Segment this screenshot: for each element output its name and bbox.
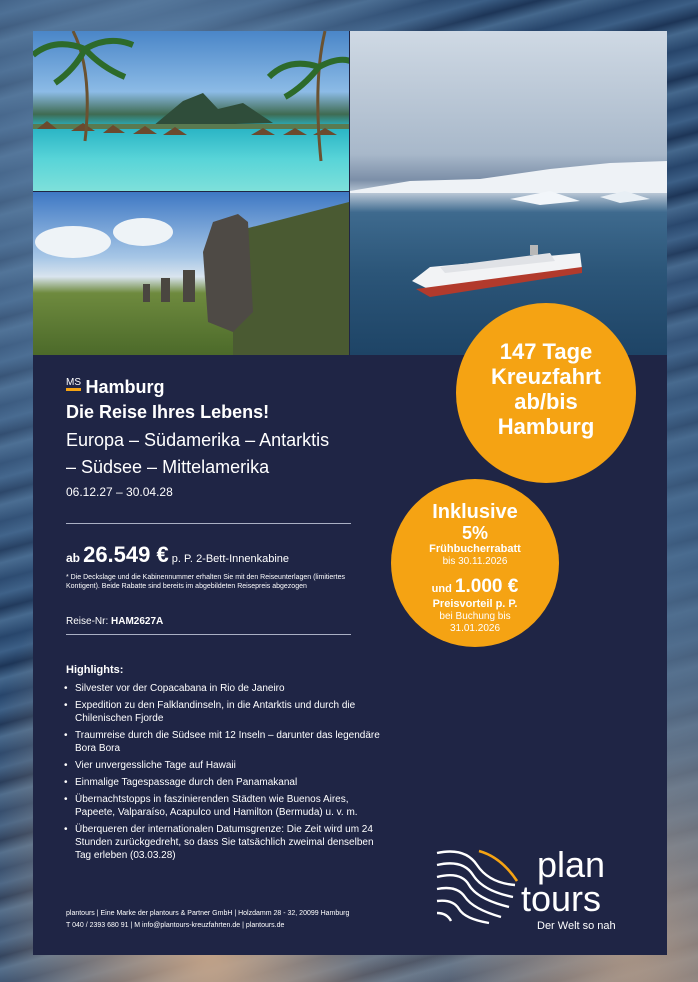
highlight-item: • Traumreise durch die Südsee mit 12 Inseln – darunter das legendäre Bora Bora <box>63 729 383 755</box>
trip-number <box>66 616 163 627</box>
divider <box>66 523 351 524</box>
footer-line-1: plantours | Eine Marke der plantours & Partner GmbH | Holzdamm 28 - 32, 20099 Hamburg <box>66 910 350 917</box>
highlights-title: Highlights: <box>66 664 124 676</box>
flyer <box>33 31 667 955</box>
cruise-badge-line4: Hamburg <box>497 414 595 439</box>
headline: Die Reise Ihres Lebens! <box>66 402 270 422</box>
highlight-item: • Überqueren der internationalen Datumsgrenze: Die Zeit wird um 24 Stunden zurückgedreht, so dass Sie tatsächlich zweimal denselben Tag erleben (03.03.28) <box>63 823 383 862</box>
footer-imprint <box>66 908 349 932</box>
cruise-badge-line2: Kreuzfahrt <box>490 364 601 389</box>
highlight-item: • Übernachtstopps in faszinierenden Städten wie Buenos Aires, Papeete, Valparaíso, Acapulco und Hamilton (Bermuda) u. v. m. <box>63 793 383 819</box>
trip-number-value: HAM2627A <box>111 616 164 627</box>
logo-claim: Der Welt so nah <box>537 920 616 932</box>
offer-title: Inklusive <box>432 501 518 523</box>
offer-amount-line <box>391 576 559 598</box>
cruise-badge-line3: ab/bis <box>514 389 578 414</box>
trip-number-label: Reise-Nr: <box>66 616 109 627</box>
photo-easter-island-moai <box>33 192 349 355</box>
price-value: 26.549 € <box>83 542 169 567</box>
price-from: ab <box>66 551 81 565</box>
route-line-1: Europa – Südamerika – Antarktis <box>66 430 330 450</box>
offer-booking-date: 31.01.2026 <box>449 623 501 634</box>
highlight-item: • Expedition zu den Falklandinseln, in die Antarktis und durch die Chilenischen Fjorde <box>63 699 383 725</box>
offer-label: Frühbucherrabatt <box>429 543 521 555</box>
logo-word-tours: tours <box>521 878 602 919</box>
offer-booking: bei Buchung bis <box>439 611 511 622</box>
wave-lines-icon <box>435 845 519 925</box>
offer-and: und <box>431 583 452 595</box>
route-line-2: – Südsee – Mittelamerika <box>66 457 270 477</box>
offer-amount: 1.000 € <box>454 576 519 597</box>
photo-antarctica-ship <box>350 31 667 355</box>
ship-name-line <box>66 377 164 398</box>
ship-prefix: MS <box>66 377 81 391</box>
travel-dates: 06.12.27 – 30.04.28 <box>66 485 173 499</box>
highlight-item: • Einmalige Tagespassage durch den Panamakanal <box>63 776 383 789</box>
offer-advantage: Preisvorteil p. P. <box>432 598 518 610</box>
footer-line-2: T 040 / 2393 680 91 | M info@plantours-kreuzfahrten.de | plantours.de <box>66 922 285 929</box>
divider <box>66 634 351 635</box>
offer-percent: 5% <box>461 523 488 543</box>
price-cabin: 2-Bett-Innenkabine <box>196 553 290 565</box>
photo-bora-bora <box>33 31 349 191</box>
plantours-logo <box>435 841 635 931</box>
highlights-list <box>63 682 383 866</box>
cruise-duration-badge <box>456 303 636 483</box>
price-footnote: * Die Deckslage und die Kabinennummer erhalten Sie mit den Reiseunterlagen (limitiertes Kontigent). Beide Rabatte sind bereits im abgebildeten Reisepreis abgezogen <box>66 574 345 590</box>
price-line <box>66 542 289 568</box>
ship-name: Hamburg <box>85 377 165 397</box>
early-booking-offer-badge <box>391 479 559 647</box>
logo-word-plan: plan <box>537 844 606 885</box>
offer-until: bis 30.11.2026 <box>442 556 508 567</box>
price-unit: p. P. <box>171 553 193 565</box>
highlight-item: • Silvester vor der Copacabana in Rio de Janeiro <box>63 682 383 695</box>
cruise-badge-line1: 147 Tage <box>499 339 593 364</box>
highlight-item: • Vier unvergessliche Tage auf Hawaii <box>63 759 383 772</box>
